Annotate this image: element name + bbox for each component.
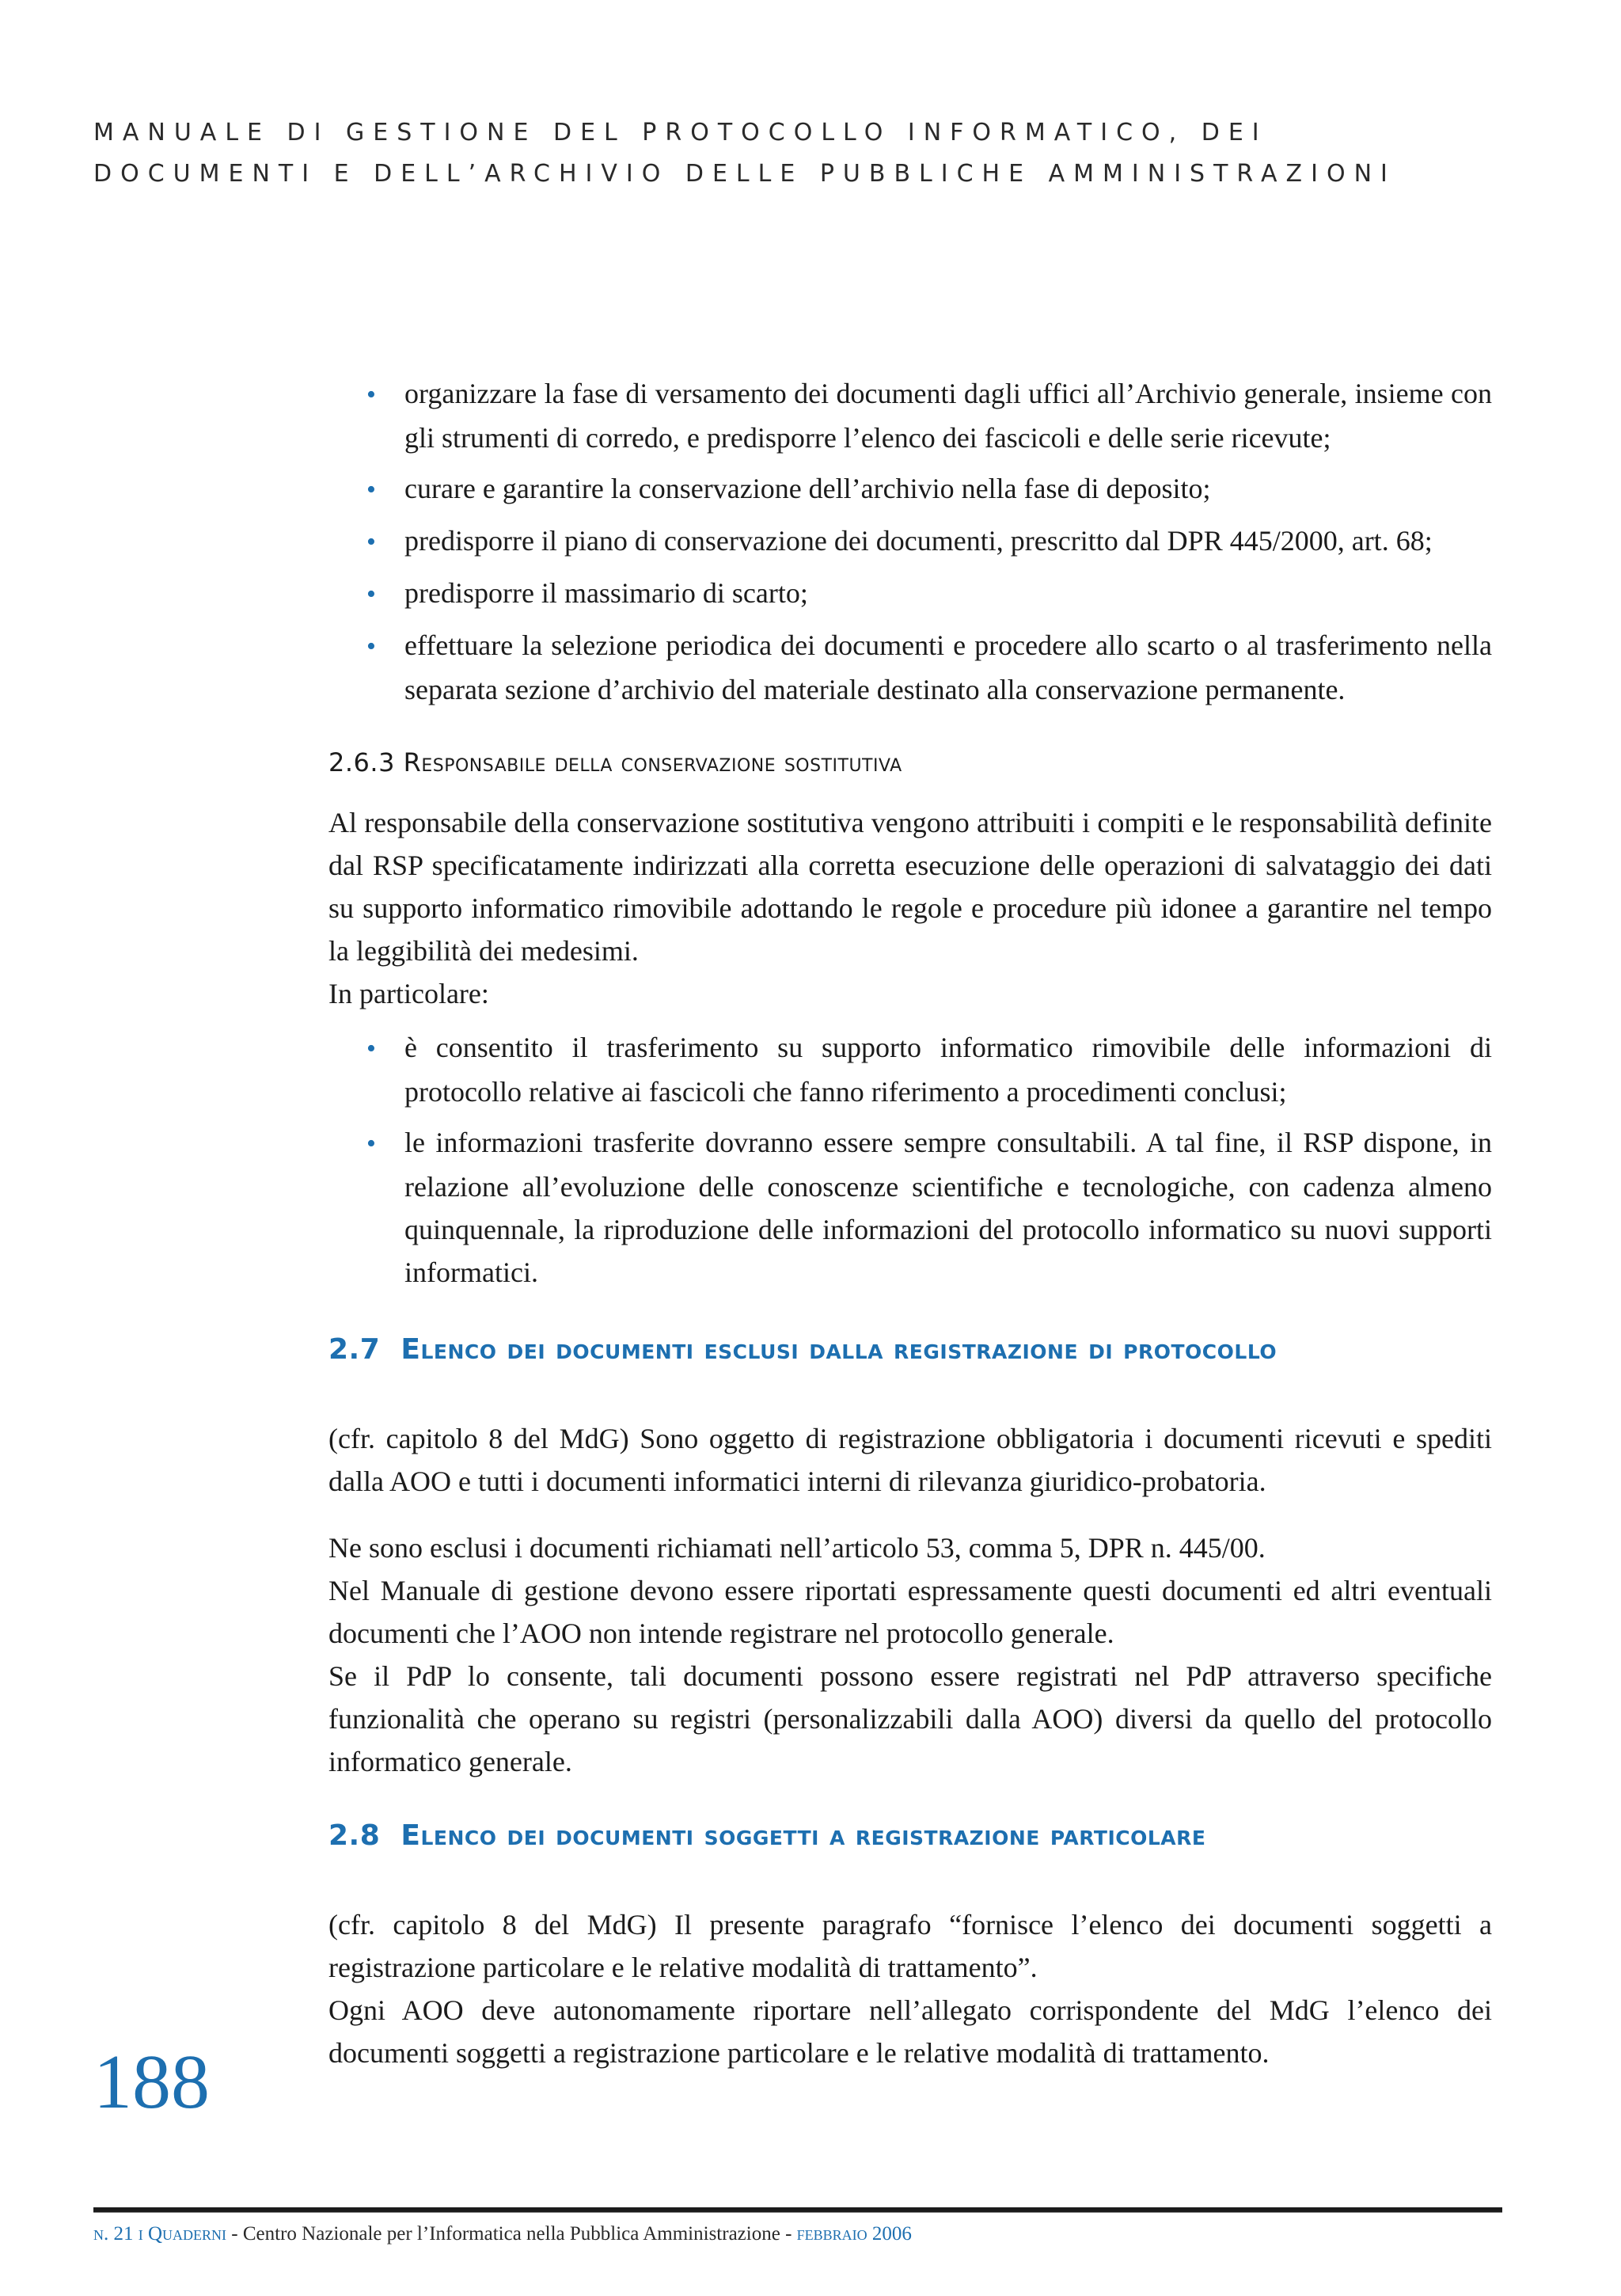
bullet-icon: • [366, 1129, 376, 1158]
section-heading-2-8 [328, 1815, 1492, 1857]
bullet-icon: • [366, 527, 376, 557]
duties-list [328, 372, 1492, 711]
footer-separator: - [226, 2223, 243, 2245]
bullet-icon: • [366, 1034, 376, 1063]
list-item: • è consentito il trasferimento su supporto informatico rimovibile delle informazioni di protocollo relative ai fascicoli che fanno riferimento a procedimenti conclusi; [328, 1026, 1492, 1113]
section-heading-2-7 [328, 1329, 1492, 1371]
section-title: Elenco dei documenti soggetti a registrazione particolare [401, 1819, 1206, 1852]
running-header-line2: DOCUMENTI E DELL’ARCHIVIO DELLE PUBBLICHE AMMINISTRAZIONI [93, 160, 1396, 188]
subsection-heading-2-6-3 [328, 741, 1492, 784]
paragraph-intro: In particolare: [328, 978, 489, 1009]
bullet-icon: • [366, 380, 376, 409]
subsection-number: 2.6.3 [328, 747, 395, 777]
paragraph: Nel Manuale di gestione devono essere riportati espressamente questi documenti ed altri eventuali documenti che l’AOO non intende registrare nel protocollo generale. [328, 1575, 1492, 1649]
footer-issue: n. 21 i Quaderni [93, 2223, 227, 2245]
bullet-icon: • [366, 580, 376, 609]
main-content [328, 372, 1492, 2074]
page-number: 188 [93, 2039, 210, 2125]
section-number: 2.8 [328, 1819, 381, 1852]
bullet-icon: • [366, 475, 376, 504]
footer-separator: - [780, 2223, 797, 2245]
paragraph: Ne sono esclusi i documenti richiamati nell’articolo 53, comma 5, DPR n. 445/00. [328, 1532, 1266, 1564]
bullet-icon: • [366, 632, 376, 661]
list-item: • effettuare la selezione periodica dei documenti e procedere allo scarto o al trasferimento nella separata sezione d’archivio del materiale destinato alla conservazione permanente. [328, 624, 1492, 711]
paragraph: (cfr. capitolo 8 del MdG) Il presente paragrafo “fornisce l’elenco dei documenti soggetti a registrazione particolare e le relative modalità di trattamento”. [328, 1909, 1492, 1983]
footer-date: febbraio 2006 [796, 2223, 912, 2245]
footer-divider [93, 2207, 1502, 2212]
list-item: • le informazioni trasferite dovranno essere sempre consultabili. A tal fine, il RSP dispone, in relazione all’evoluzione delle conoscenze scientifiche e tecnologiche, con cadenza almeno quinquennale, la riproduzione delle informazioni del protocollo informatico su nuovi supporti informatici. [328, 1121, 1492, 1294]
running-header [93, 112, 1534, 195]
paragraph: (cfr. capitolo 8 del MdG) Sono oggetto di registrazione obbligatoria i documenti ricevuti e spediti dalla AOO e tutti i documenti informatici interni di rilevanza giuridico-probatoria. [328, 1423, 1492, 1497]
page-footer [93, 2223, 912, 2245]
footer-publisher: Centro Nazionale per l’Informatica nella Pubblica Amministrazione [242, 2223, 780, 2245]
section-number: 2.7 [328, 1333, 381, 1366]
list-item: • predisporre il piano di conservazione dei documenti, prescritto dal DPR 445/2000, art. 68; [328, 519, 1492, 564]
paragraph: Ogni AOO deve autonomamente riportare nell’allegato corrispondente del MdG l’elenco dei documenti soggetti a registrazione particolare e le relative modalità di trattamento. [328, 1994, 1492, 2069]
list-item: • organizzare la fase di versamento dei documenti dagli uffici all’Archivio generale, insieme con gli strumenti di corredo, e predisporre l’elenco dei fascicoli e delle serie ricevute; [328, 372, 1492, 459]
list-item: • curare e garantire la conservazione dell’archivio nella fase di deposito; [328, 467, 1492, 511]
subsection-title: Responsabile della conservazione sostitutiva [403, 747, 902, 777]
paragraph: Se il PdP lo consente, tali documenti possono essere registrati nel PdP attraverso specifiche funzionalità che operano su registri (personalizzabili dalla AOO) diversi da quello del protocollo informatico generale. [328, 1660, 1492, 1777]
list-item: • predisporre il massimario di scarto; [328, 572, 1492, 616]
section-title: Elenco dei documenti esclusi dalla registrazione di protocollo [401, 1333, 1277, 1366]
conservation-list [328, 1026, 1492, 1294]
paragraph: Al responsabile della conservazione sostitutiva vengono attribuiti i compiti e le responsabilità definite dal RSP specificatamente indirizzati alla corretta esecuzione delle operazioni di salvataggio dei dati su supporto informatico rimovibile adottando le regole e procedure più idonee a garantire nel tempo la leggibilità dei medesimi. [328, 807, 1492, 967]
running-header-line1: MANUALE DI GESTIONE DEL PROTOCOLLO INFORMATICO, DEI [93, 119, 1268, 146]
